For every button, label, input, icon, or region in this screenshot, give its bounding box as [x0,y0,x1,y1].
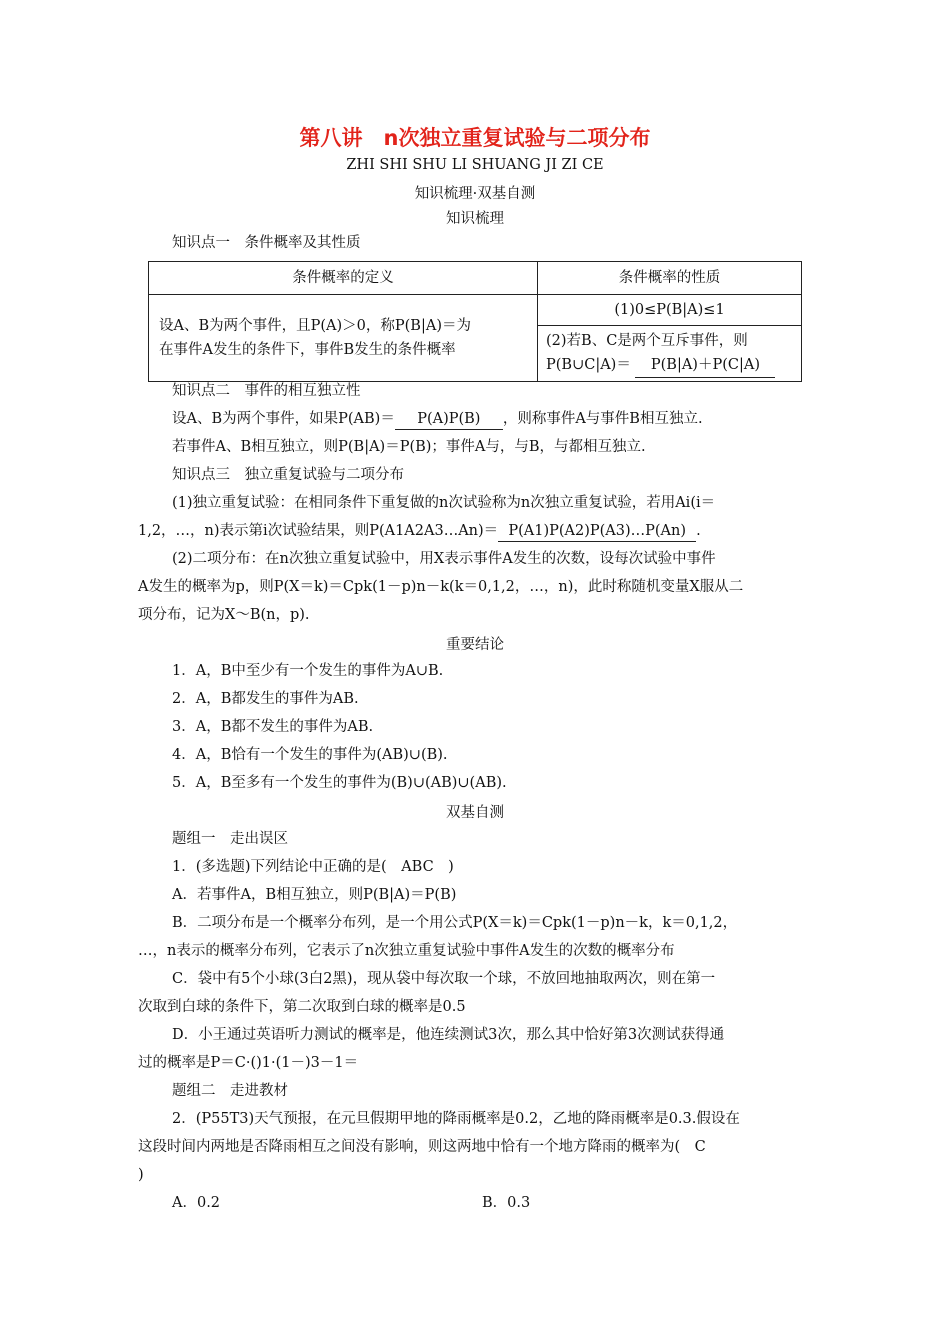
table-header-property: 条件概率的性质 [538,262,802,295]
q1-option-d-line1: D．小王通过英语听力测试的概率是，他连续测试3次，那么其中恰好第3次测试获得通 [172,1027,725,1043]
kp3-text: 1,2，…，n)表示第i次试验结果，则P(A1A2A3…An)＝ [138,523,499,539]
kp2-title: 知识点二 事件的相互独立性 [172,383,361,399]
conclusion-item: 2．A，B都发生的事件为AB. [172,691,359,707]
property-text: P(B∪C|A)＝ [546,357,631,373]
kp3-title: 知识点三 独立重复试验与二项分布 [172,467,404,483]
q2-option-b: B．0.3 [482,1195,531,1211]
question2-line3: ) [138,1167,144,1183]
table-cell-property1: (1)0≤P(B|A)≤1 [538,295,802,326]
q1-option-b-line1: B．二项分布是一个概率分布列，是一个用公式P(X＝k)＝Cpk(1－p)n－k，k＝0,1,2， [172,915,738,931]
subsection-heading: 知识梳理 [446,211,504,227]
page-title: 第八讲 n次独立重复试验与二项分布 [299,126,651,150]
q1-option-a: A．若事件A，B相互独立，则P(B|A)＝P(B) [172,887,457,903]
conclusion-item: 4．A，B恰有一个发生的事件为(AB)∪(B). [172,747,448,763]
kp3-p2-line1: (2)二项分布：在n次独立重复试验中，用X表示事件A发生的次数，设每次试验中事件 [172,551,716,567]
kp2-line1 [172,409,703,430]
section-heading: 知识梳理·双基自测 [414,186,536,202]
question2-line1: 2．(P55T3)天气预报，在元旦假期甲地的降雨概率是0.2，乙地的降雨概率是0.3.假设在 [172,1111,740,1127]
conditional-probability-table [148,261,802,382]
q2-option-a: A．0.2 [172,1195,221,1211]
fill-in-answer: P(A)P(B) [395,409,503,430]
kp3-p2-line3: 项分布，记为X～B(n，p). [138,607,310,623]
conclusion-item: 1．A，B中至少有一个发生的事件为A∪B. [172,663,444,679]
fill-in-answer: P(A1)P(A2)P(A3)…P(An) [498,521,696,542]
table-header-definition: 条件概率的定义 [149,262,538,295]
group2-title: 题组二 走进教材 [172,1083,288,1099]
table-cell-definition [149,295,538,382]
kp2-text: 设A、B为两个事件，如果P(AB)＝ [172,411,395,427]
selftest-heading: 双基自测 [446,805,504,821]
kp3-p1-line2 [138,521,701,542]
group1-title: 题组一 走出误区 [172,831,288,847]
conclusions-heading: 重要结论 [446,637,504,653]
kp3-text: . [696,523,701,539]
q1-option-c-line2: 次取到白球的条件下，第二次取到白球的概率是0.5 [138,999,466,1015]
q1-option-c-line1: C．袋中有5个小球(3白2黑)，现从袋中每次取一个球，不放回地抽取两次，则在第一 [172,971,716,987]
kp2-line2: 若事件A、B相互独立，则P(B|A)＝P(B)；事件A与，与B，与都相互独立. [172,439,646,455]
conclusion-item: 3．A，B都不发生的事件为AB. [172,719,374,735]
table-cell-property2 [538,326,802,382]
definition-line: 设A、B为两个事件，且P(A)＞0，称P(B|A)＝为 [159,318,471,334]
property-line: (2)若B、C是两个互斥事件，则 [546,333,748,349]
property-line [546,353,793,378]
kp1-title: 知识点一 条件概率及其性质 [172,235,361,251]
pinyin-subtitle: ZHI SHI SHU LI SHUANG JI ZI CE [346,157,604,173]
definition-line: 在事件A发生的条件下，事件B发生的条件概率 [159,342,456,358]
q1-option-d-line2: 过的概率是P＝C·()1·(1－)3－1＝ [138,1055,359,1071]
kp2-text: ，则称事件A与事件B相互独立. [502,411,703,427]
question2-line2: 这段时间内两地是否降雨相互之间没有影响，则这两地中恰有一个地方降雨的概率为( C [138,1139,706,1155]
fill-in-answer: P(B|A)＋P(C|A) [635,353,775,378]
conclusion-item: 5．A，B至多有一个发生的事件为(B)∪(AB)∪(AB). [172,775,507,791]
question1: 1．(多选题)下列结论中正确的是( ABC ) [172,859,454,875]
kp3-p2-line2: A发生的概率为p，则P(X＝k)＝Cpk(1－p)n－k(k＝0,1,2，…，n)，此时称随机变量X服从二 [138,579,744,595]
kp3-p1-line1: (1)独立重复试验：在相同条件下重复做的n次试验称为n次独立重复试验，若用Ai(i＝ [172,495,716,511]
q1-option-b-line2: …，n表示的概率分布列，它表示了n次独立重复试验中事件A发生的次数的概率分布 [138,943,675,959]
